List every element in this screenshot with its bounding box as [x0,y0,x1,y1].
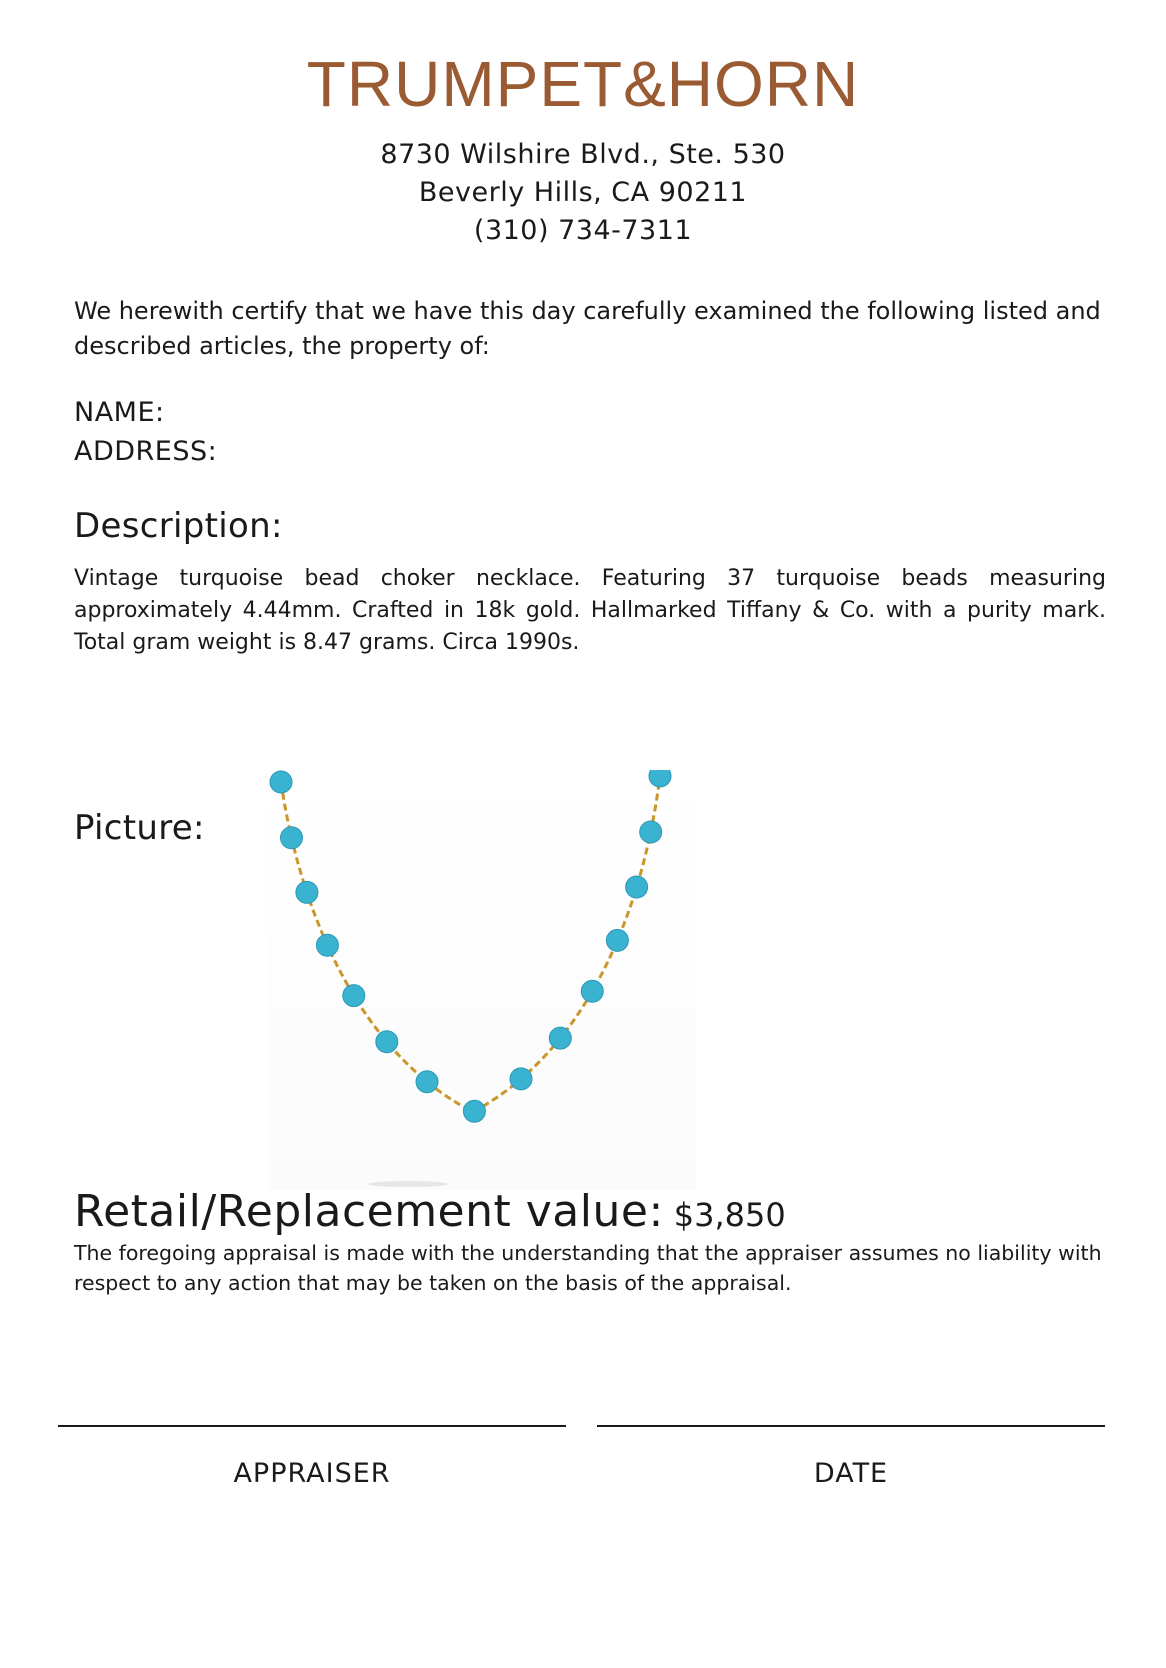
turquoise-bead [270,771,292,793]
bead-group [270,770,671,1122]
certification-statement: We herewith certify that we have this day carefully examined the following listed and described articles, the property of: [74,297,1101,360]
retail-value-row [74,1186,786,1237]
address-line-2: Beverly Hills, CA 90211 [418,177,748,208]
turquoise-bead [549,1027,571,1049]
liability-disclaimer: The foregoing appraisal is made with the understanding that the appraiser assumes no liability with respect to any action that may be taken on the basis of the appraisal. [74,1241,1102,1295]
necklace-image [268,770,696,1190]
turquoise-bead [626,876,648,898]
turquoise-bead [376,1031,398,1053]
name-field-label: NAME: [74,397,165,428]
picture-heading: Picture: [74,808,205,848]
date-label: DATE [813,1458,889,1489]
turquoise-bead [296,881,318,903]
turquoise-bead [416,1071,438,1093]
turquoise-bead [640,821,662,843]
address-field-label: ADDRESS: [74,436,218,467]
turquoise-bead [606,929,628,951]
turquoise-bead [281,827,303,849]
turquoise-bead [343,985,365,1007]
turquoise-bead [463,1100,485,1122]
necklace-photo [268,770,696,1190]
description-text: Vintage turquoise bead choker necklace. Featuring 37 turquoise beads measuring approximately 4.44mm. Crafted in 18k gold. Hallmarked Tiffany & Co. with a purity mark. Total gram weight is 8.47 grams. Circa 1990s. [74,566,1106,655]
turquoise-bead [581,980,603,1002]
retail-value-label: Retail/Replacement value: [74,1186,664,1237]
turquoise-bead [649,770,671,787]
brand-logo: TRUMPET&HORN [306,48,860,120]
company-address [0,136,1166,250]
retail-value-amount: $3,850 [673,1196,786,1234]
appraiser-signature-line [58,1425,566,1427]
date-signature-line [597,1425,1105,1427]
appraiser-label: APPRAISER [233,1458,391,1489]
address-line-1: 8730 Wilshire Blvd., Ste. 530 [380,139,786,170]
turquoise-bead [510,1068,532,1090]
turquoise-bead [316,934,338,956]
phone-number: (310) 734-7311 [473,215,693,246]
description-heading: Description: [74,506,283,546]
